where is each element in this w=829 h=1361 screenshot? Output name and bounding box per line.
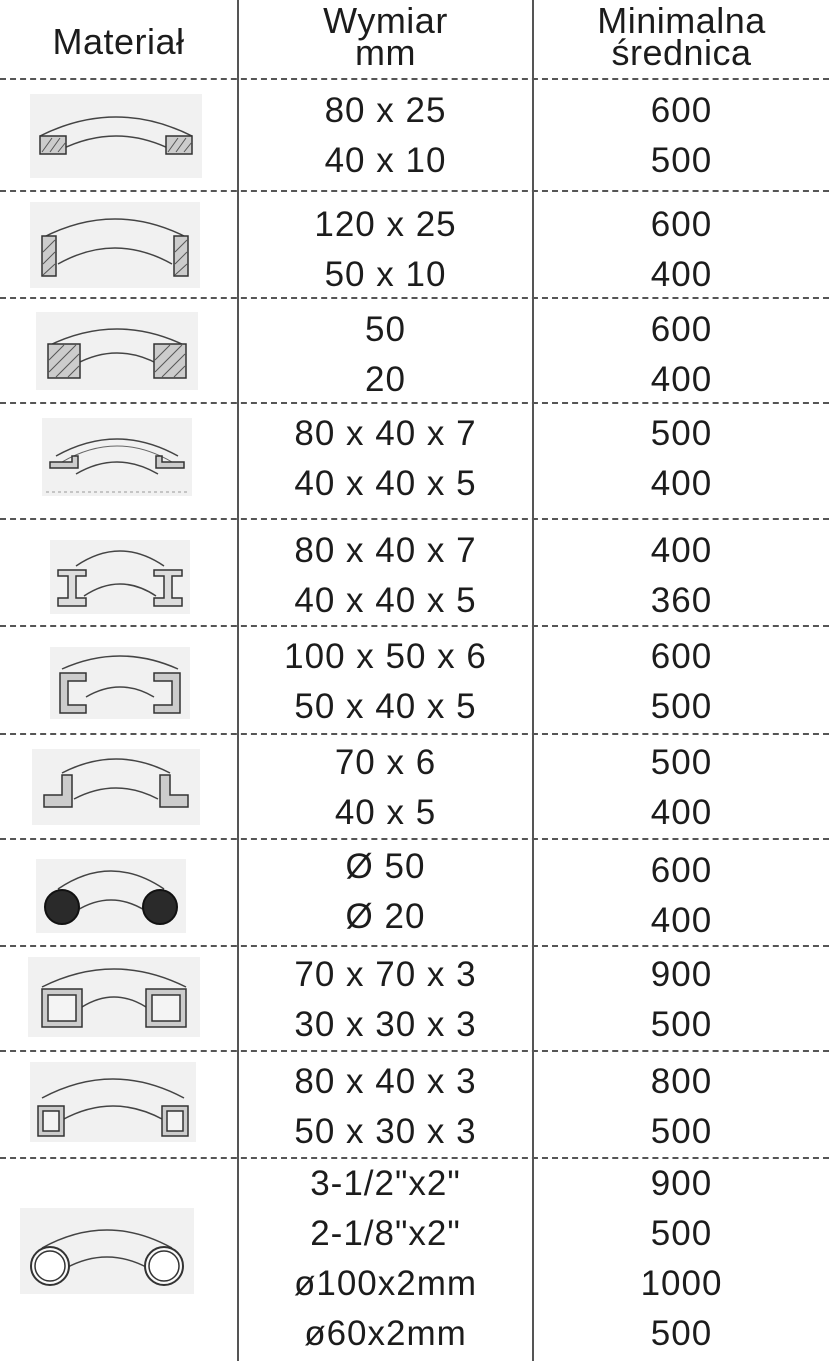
rectangular-tube-icon <box>30 1062 196 1142</box>
row-divider <box>0 1050 829 1052</box>
row-divider <box>0 733 829 735</box>
dimension-cell: Ø 50 Ø 20 <box>345 847 426 936</box>
min-diameter-cell: 600 400 <box>650 205 713 294</box>
row-divider <box>0 838 829 840</box>
flat-bar-flat-bend-icon <box>30 94 202 178</box>
dimension-cell: 50 20 <box>365 310 406 399</box>
dimension-cell: 80 x 40 x 3 50 x 30 x 3 <box>294 1062 477 1151</box>
dimension-cell: 70 x 6 40 x 5 <box>334 743 437 832</box>
flat-bar-edge-bend-icon <box>30 202 200 288</box>
header-min-diameter: Minimalna średnica <box>597 0 766 73</box>
min-diameter-cell: 600 500 <box>650 91 713 180</box>
dimension-cell: 3-1/2"x2" 2-1/8"x2" ø100x2mm ø60x2mm <box>293 1164 478 1353</box>
dimension-cell: 80 x 40 x 7 40 x 40 x 5 <box>294 531 477 620</box>
dimension-cell: 100 x 50 x 6 50 x 40 x 5 <box>284 637 487 726</box>
min-diameter-cell: 800 500 <box>650 1062 713 1151</box>
dimension-cell: 70 x 70 x 3 30 x 30 x 3 <box>294 955 477 1044</box>
min-diameter-cell: 500 400 <box>650 743 713 832</box>
round-tube-icon <box>20 1208 194 1294</box>
dimension-cell: 120 x 25 50 x 10 <box>314 205 457 294</box>
dimension-cell: 80 x 40 x 7 40 x 40 x 5 <box>294 414 477 503</box>
square-tube-icon <box>28 957 200 1037</box>
t-profile-icon <box>42 418 192 496</box>
header-dimension: Wymiar mm <box>323 0 448 73</box>
min-diameter-cell: 600 400 <box>650 310 713 399</box>
header-material: Materiał <box>52 21 185 62</box>
min-diameter-cell: 900 500 <box>650 955 713 1044</box>
min-diameter-cell: 600 500 <box>650 637 713 726</box>
row-divider <box>0 518 829 520</box>
row-divider <box>0 190 829 192</box>
square-bar-icon <box>36 312 198 390</box>
min-diameter-cell: 400 360 <box>650 531 713 620</box>
channel-profile-icon <box>50 647 190 719</box>
min-diameter-cell: 600 400 <box>650 851 713 940</box>
round-bar-icon <box>36 859 186 933</box>
min-diameter-cell: 900 500 1000 500 <box>640 1164 723 1353</box>
i-beam-profile-icon <box>50 540 190 614</box>
min-diameter-cell: 500 400 <box>650 414 713 503</box>
row-divider <box>0 78 829 80</box>
angle-profile-icon <box>32 749 200 825</box>
dimension-cell: 80 x 25 40 x 10 <box>324 91 447 180</box>
